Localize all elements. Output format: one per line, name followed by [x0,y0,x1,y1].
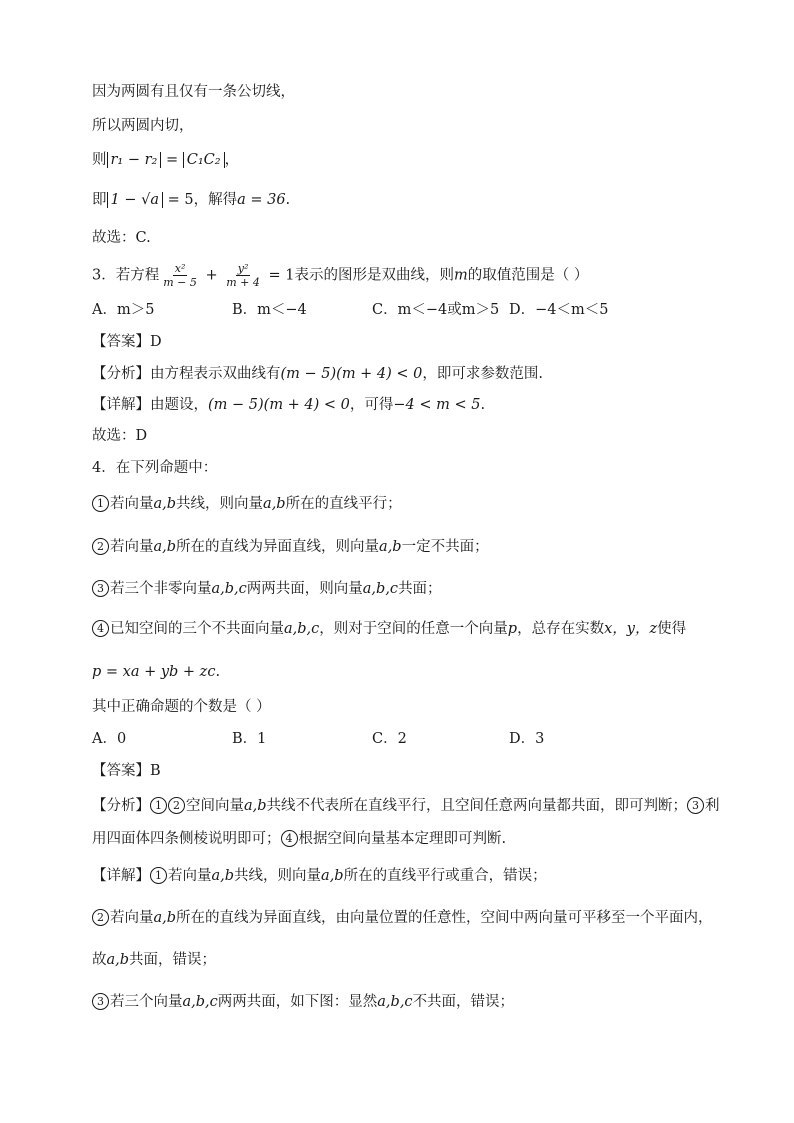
answer-label: 【答案】B [92,763,161,779]
text-line [92,150,239,170]
text: 所在的直线为异面直线，则向量 [176,539,380,555]
text: ，总存在实数 [517,621,605,637]
text: 因为两圆有且仅有一条公切线， [92,84,295,100]
vector-list: a,b,c [284,621,320,637]
text: 一定不共面； [401,539,489,555]
math-expression: a = 36 [237,192,286,208]
math-expression: (m − 5)(m + 4) < 0 [280,366,423,382]
proposition-4 [92,619,686,639]
text: 若向量 [110,539,154,555]
text-line [92,116,194,136]
text: 不共面，错误； [412,994,515,1010]
fraction [161,262,199,289]
option-a: A．m＞5 [92,302,155,318]
question-4-prompt [92,697,271,717]
fraction [224,262,262,289]
vector-list: a,b [263,496,286,512]
option-d: D．−4＜m＜5 [509,302,609,318]
math-expression: (m − 5)(m + 4) < 0 [208,397,350,413]
text: = 5，解得 [162,192,238,208]
math-operator: + [200,267,223,284]
circled-number: 1 [150,867,167,884]
text: 共面，错误； [129,952,217,968]
text: 空间向量 [186,798,244,814]
option-d: D．3 [509,731,545,747]
fraction-denominator: m − 5 [163,276,197,289]
vector-list: a,b [153,910,177,926]
text: 其中正确命题的个数是（ ） [92,699,271,715]
text: 共线，则向量 [234,868,322,884]
math-expression: C₁C₂ [183,152,225,168]
option-b: B．1 [232,731,267,747]
text: 故选：C. [92,230,151,246]
question-3-stem [92,262,588,289]
proposition-2 [92,537,489,557]
text: 共线，则向量 [176,496,264,512]
text: 若三个向量 [110,994,183,1010]
vector-list: a,b [379,539,402,555]
circled-number: 4 [92,620,109,637]
vector-list: a,b [153,539,177,555]
text: 则 [92,152,107,168]
vector-list: a,b [244,798,267,814]
circled-number: 2 [168,797,185,814]
circled-number: 3 [687,797,704,814]
answer-label: 【答案】D [92,334,162,350]
vector-list: a,b [106,952,130,968]
option-a: A．0 [92,731,127,747]
text: 使得 [657,621,687,637]
circled-number: 3 [92,580,109,597]
text: 所在的直线平行； [285,496,402,512]
detail-line [92,866,547,886]
text-line [92,190,290,210]
proposition-1 [92,494,402,514]
text-line [92,82,295,102]
text: 3．若方程 [92,267,160,284]
detail-line [92,950,216,970]
answer-line [92,761,161,781]
math-expression: r₁ − r₂ [107,152,162,168]
proposition-3 [92,579,442,599]
option-c: C．m＜−4或m＞5 [372,302,500,318]
text: ，可得 [349,397,394,413]
proposition-4-formula [92,662,220,682]
circled-number: 4 [281,830,298,847]
detail-line [92,395,485,415]
detail-line [92,908,713,928]
text: 若三个非零向量 [110,581,212,597]
answer-line [92,332,162,352]
option-b: B．m＜−4 [232,302,307,318]
analysis-line [92,364,543,384]
text: ，则对于空间的任意一个向量 [319,621,508,637]
detail-line [92,992,514,1012]
text: 故选：D [92,428,148,444]
text: 利 [705,798,720,814]
math-expression: p = xa + yb + zc [92,664,216,680]
text-line [92,426,147,446]
text: 根据空间向量基本定理即可判断. [298,831,507,847]
analysis-line [92,796,720,816]
circled-number: 2 [92,909,109,926]
question-4-stem [92,458,217,478]
text: = 1表示的图形是双曲线，则 [263,267,454,284]
text: 共线不代表所在直线平行，且空间任意两向量都共面，即可判断； [266,798,688,814]
text: 4．在下列命题中： [92,460,218,476]
real-numbers: x，y，z [604,621,658,637]
circled-number: 1 [150,797,167,814]
circled-number: 3 [92,993,109,1010]
vector-list: a,b [211,868,235,884]
text: 的取值范围是（ ） [467,267,589,284]
text: 若向量 [168,868,212,884]
text: 已知空间的三个不共面向量 [110,621,284,637]
text: 用四面体四条侧棱说明即可； [92,831,281,847]
vector-list: a,b,c [182,994,218,1010]
vector-list: a,b,c [362,581,399,597]
vector-p: p [507,621,518,637]
circled-number: 2 [92,538,109,555]
fraction-numerator: x² [174,262,186,275]
vector-list: a,b [153,496,177,512]
text: ，即可求参数范围. [422,366,544,382]
fraction-denominator: m + 4 [226,276,260,289]
text: 若向量 [110,496,154,512]
vector-list: a,b,c [377,994,413,1010]
text: 两两共面，如下图：显然 [217,994,378,1010]
text: 故 [92,952,107,968]
option-c: C．2 [372,731,407,747]
text: . [215,664,221,680]
text: 共面； [398,581,442,597]
text: 所以两圆内切， [92,118,194,134]
text: ， [224,152,240,168]
text: . [480,397,486,413]
text: 两两共面，则向量 [246,581,363,597]
text: 【详解】由题设， [92,397,208,413]
math-operator: = [161,152,183,168]
circled-number: 1 [92,495,109,512]
vector-list: a,b,c [211,581,247,597]
math-expression: −4 < m < 5 [393,397,481,413]
analysis-line [92,829,506,849]
text: 所在的直线为异面直线，由向量位置的任意性，空间中两向量可平移至一个平面内， [176,910,713,926]
vector-list: a,b [321,868,344,884]
text: . [285,192,291,208]
text: 若向量 [110,910,154,926]
math-expression: 1 − √a [107,192,163,208]
text: 【分析】 [92,798,150,814]
text: 所在的直线平行或重合，错误； [343,868,547,884]
fraction-numerator: y² [237,262,249,275]
text: 【详解】 [92,868,150,884]
text: 【分析】由方程表示双曲线有 [92,366,281,382]
text: 即 [92,192,107,208]
text-line [92,228,151,248]
math-variable: m [453,267,468,284]
